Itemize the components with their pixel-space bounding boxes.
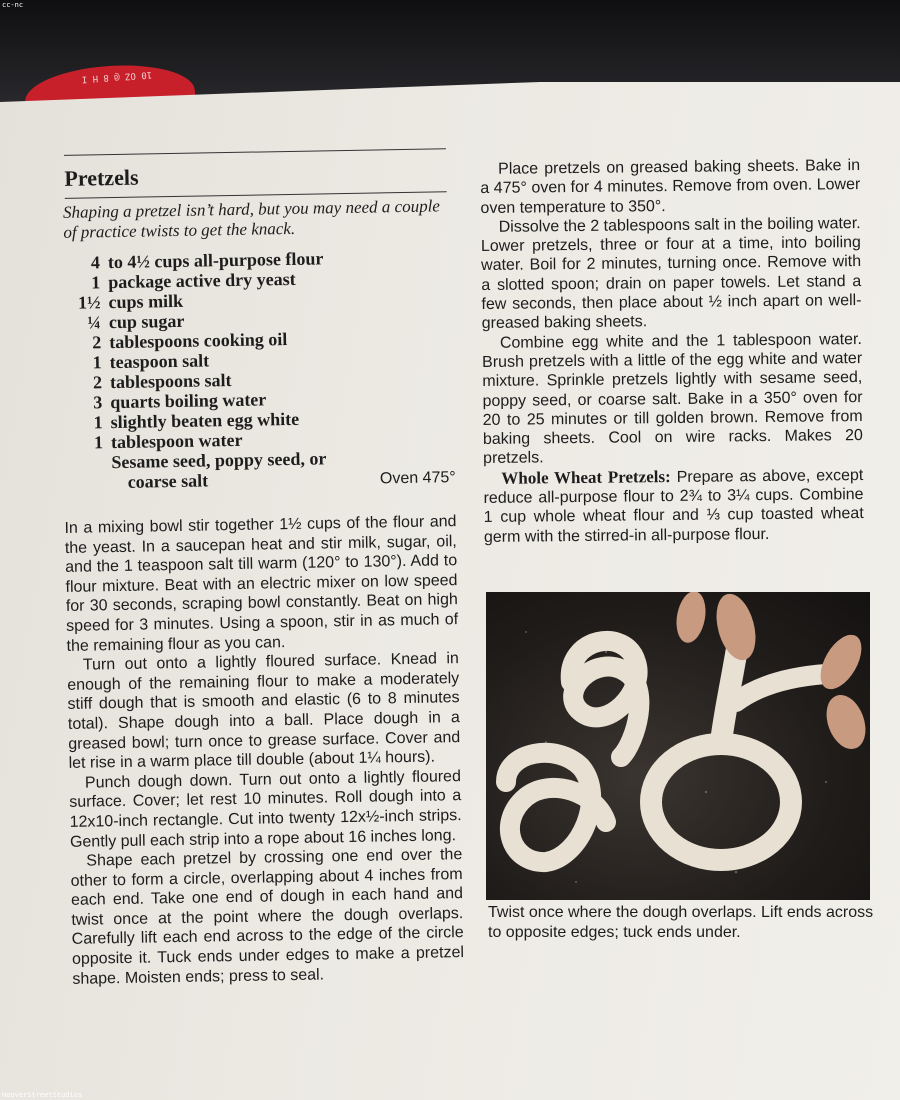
ingredient-item: 1 tablespoon water xyxy=(93,429,243,453)
ingredient-list xyxy=(60,246,456,495)
ingredient-item: 2 tablespoons cooking oil xyxy=(92,329,288,353)
right-column xyxy=(480,156,864,547)
pretzel-photo xyxy=(486,592,870,900)
license-mark: cc-nc xyxy=(2,1,24,9)
variant-paragraph xyxy=(483,465,864,547)
ingredient-item: 1 slightly beaten egg white xyxy=(93,408,300,433)
ingredient-item: 1 teaspoon salt xyxy=(92,350,210,373)
ingredient-item: 1½ cups milk xyxy=(77,290,184,313)
method-paragraph: Combine egg white and the 1 tablespoon water. Brush pretzels with a little of the egg white and water mixture. Sprinkle pretzels lightly with sesame seed, poppy seed, or coarse salt. Bake in a 350° oven for 20 to 25 minutes or till golden brown. Remove from baking sheets. Cool on wire racks. Makes 20 pretzels. xyxy=(482,330,863,468)
ingredient-item: 1 package active dry yeast xyxy=(91,268,296,293)
photo-caption: Twist once where the dough overlaps. Lift ends across to opposite edges; tuck ends under. xyxy=(488,904,874,941)
variant-title: Whole Wheat Pretzels: xyxy=(501,466,671,488)
oven-temperature: Oven 475° xyxy=(379,469,456,488)
ingredient-item: 4 to 4½ cups all-purpose flour xyxy=(90,248,324,273)
method-paragraph: Punch dough down. Turn out onto a lightly floured surface. Cover; let rest 10 minutes. Roll dough into a 12x10-inch rectangle. Cut into twenty 12x½-inch strips. Gently pull each strip into a rope about 16 inches long. xyxy=(69,767,462,851)
ingredient-item: 3 quarts boiling water xyxy=(93,389,267,413)
ingredient-item: ¼ cup sugar xyxy=(87,310,185,333)
topping-line: Sesame seed, poppy seed, or xyxy=(111,448,327,473)
method-paragraph: Dissolve the 2 tablespoons salt in the boiling water. Lower pretzels, three or four at a time, into boiling water. Boil for 2 minutes, turning once. Remove with a slotted spoon; drain on paper towels. Let stand a few seconds, then place about ½ inch apart on well-greased baking sheets. xyxy=(480,214,862,333)
recipe-title: Pretzels xyxy=(64,164,139,191)
pretzel-illustration xyxy=(486,592,870,900)
lid-text: 10 OZ @ 8 H I xyxy=(81,69,153,84)
method-paragraph: Place pretzels on greased baking sheets. Bake in a 475° oven for 4 minutes. Remove from oven. Lower oven temperature to 350°. xyxy=(480,157,861,217)
topping-oven-row: coarse salt Oven 475° xyxy=(127,469,456,492)
left-column xyxy=(58,148,464,989)
method-paragraph: Shape each pretzel by crossing one end over the other to form a circle, overlapping about 4 inches from each end. Take one end of dough in each hand and twist once at the point where the dough overlaps. Carefully lift each end across to the edge of the circle opposite it. Tuck ends under edges to make a pretzel shape. Moisten ends; press to seal. xyxy=(70,846,465,988)
method-paragraph: In a mixing bowl stir together 1½ cups of the flour and the yeast. In a saucepan heat and stir milk, sugar, oil, and the 1 teaspoon salt till warm (120° to 130°). Add to flour mixture. Beat with an electric mixer on low speed for 30 seconds, scraping bowl constantly. Beat on high speed for 3 minutes. Using a spoon, stir in as much of the remaining flour as you can. xyxy=(64,513,459,655)
variant-text: Prepare as above, except reduce all-purpose flour to 2¾ to 3¼ cups. Combine 1 cup whole wheat flour and ⅓ cup toasted wheat germ with the stirred-in all-purpose flour. xyxy=(483,466,864,546)
recipe-intro: Shaping a pretzel isn’t hard, but you may need a couple of practice twists to get the knack. xyxy=(62,196,441,242)
method-left xyxy=(64,512,464,989)
watermark: HooverStreetStudios xyxy=(2,1091,83,1099)
method-paragraph: Turn out onto a lightly floured surface. Knead in enough of the remaining flour to make a moderately stiff dough that is smooth and elastic (6 to 8 minutes total). Shape dough into a ball. Place dough in a greased bowl; turn once to grease surface. Cover and let rise in a warm place till double (about 1¼ hours). xyxy=(67,650,461,773)
ingredient-item: 2 tablespoons salt xyxy=(92,370,232,393)
